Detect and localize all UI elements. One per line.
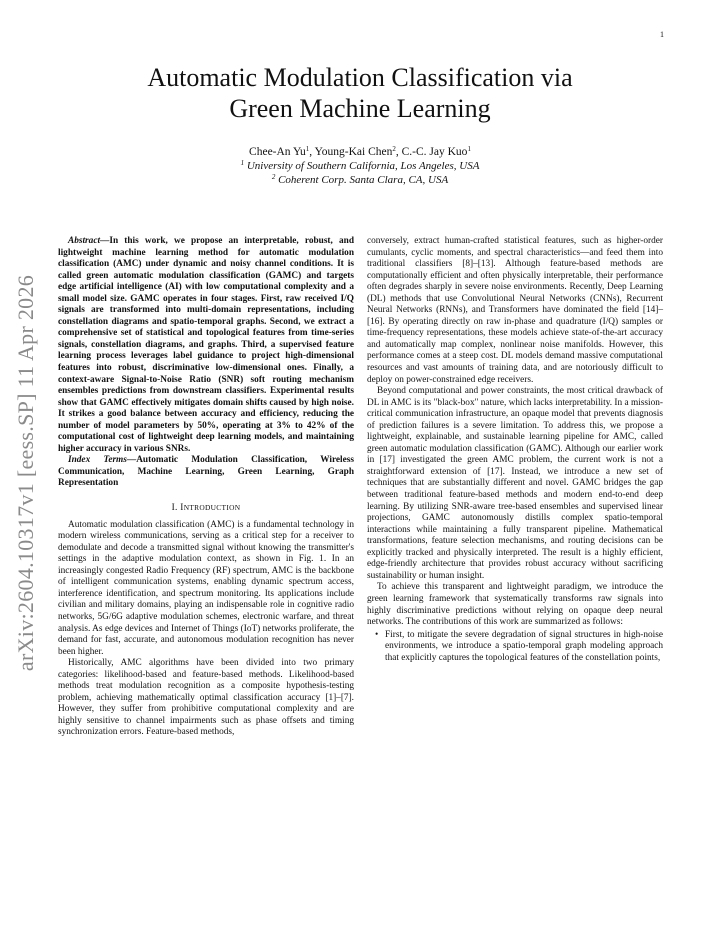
index-terms-text: —Automatic Modulation Classification, Wireless Communication, Machine Learning, Green Learning, Graph Representation [58, 455, 354, 489]
author-list: Chee-An Yu$^1$, Young-Kai Chen$^2$, C.-C. Jay Kuo$^1$ [249, 145, 471, 158]
page-number: 1 [660, 30, 664, 39]
section-number: I. [171, 503, 178, 514]
affiliation [90, 160, 630, 173]
affiliation-mark: 2 [271, 173, 276, 181]
author-name: C.-C. Jay Kuo [401, 146, 468, 158]
body-paragraph: conversely, extract human-crafted statistical features, such as higher-order cumulants, cyclic moments, and spectral characteristics—and feed them into traditional classifiers [8]–[13]. Although feature-based methods are computationally efficient and often physically interpretable, their performance often degrades sharply in severe noise environments. Recently, Deep Learning (DL) methods that use Convolutional Neural Networks (CNNs), Recurrent Neural Networks (RNNs), and Transformers have dominated the field [14]–[16]. By operating directly on raw in-phase and quadrature (I/Q) samples or time-frequency representations, these models achieve state-of-the-art accuracy and automatically map complex, nonlinear noise manifolds. However, this performance comes at a steep cost. DL models demand massive computational resources and vast amounts of training data, and are notoriously difficult to deploy on power-constrained edge receivers. [367, 236, 663, 385]
paper-title [90, 62, 630, 124]
index-terms-label: Index Terms [68, 455, 127, 466]
contribution-item: • First, to mitigate the severe degradation of signal structures in high-noise environments, we introduce a spatio-temporal graph modeling approach that explicitly captures the topological features of the constellation points, [385, 630, 663, 665]
body-paragraph: To achieve this transparent and lightweight paradigm, we introduce the green learning framework that systematically transforms raw signals into highly discriminative predictions without relying on opaque deep neural networks. The contributions of this work are summarized as follows: [367, 582, 663, 628]
title-line-1: Automatic Modulation Classification via [147, 63, 573, 92]
section-heading [58, 502, 354, 515]
index-terms [58, 455, 354, 490]
arxiv-stamp [12, 258, 40, 688]
left-column [58, 236, 354, 739]
affiliation [90, 174, 630, 187]
arxiv-stamp-text: arXiv:2604.10317v1 [eess.SP] 11 Apr 2026 [13, 274, 38, 672]
author-name: Chee-An Yu [249, 146, 306, 158]
author-affiliation-mark: 1 [305, 145, 310, 153]
abstract [58, 236, 354, 455]
section-title-first: I [180, 503, 184, 514]
abstract-label: Abstract [68, 236, 101, 246]
contribution-list [367, 630, 663, 665]
body-paragraph: Historically, AMC algorithms have been divided into two primary categories: likelihood-based and feature-based methods. Likelihood-based methods treat modulation recognition as a composite hypothesis-testing problem, achieving mathematically optimal classification accuracy [1]–[7]. However, they suffer from prohibitive computational complexity and are highly sensitive to channel impairments such as phase offsets and timing synchronization errors. Feature-based methods, [58, 658, 354, 738]
section-title-rest: NTRODUCTION [183, 503, 241, 513]
affiliation-text: Coherent Corp. Santa Clara, CA, USA [278, 174, 449, 186]
author-affiliation-mark: 1 [467, 145, 471, 153]
title-line-2: Green Machine Learning [229, 94, 491, 123]
body-paragraph: Beyond computational and power constraints, the most critical drawback of DL in AMC is its "black-box" nature, which lacks interpretability. In a mission-critical communication infrastructure, an opaque model that prevents diagnosis of prediction failures is a severe limitation. To address this, we propose a lightweight, explainable, and sustainable learning pipeline for AMC, called green automatic modulation classification (GAMC). Although our earlier work in [17] investigated the green AMC problem, the current work is not a straightforward extension of [17]. Instead, we introduce a new set of techniques that are substantially different and novel. GAMC bridges the gap between traditional feature-based methods and modern end-to-end deep learning. By utilizing SNR-aware tree-based ensembles and supervised linear projections, GAMC autonomously distills complex spatio-temporal interactions while maintaining a fully transparent pipeline. Mathematical transformations, feature selection mechanisms, and routing decisions can be explicitly tracked and physically interpreted. The result is a highly efficient, edge-friendly architecture that provides robust accuracy without sacrificing sustainability or human insight. [367, 386, 663, 581]
right-column [367, 236, 663, 664]
body-paragraph: Automatic modulation classification (AMC) is a fundamental technology in modern wireless communications, serving as a critical step for a receiver to demodulate and decode a transmitted signal without knowing the transmitter's settings in the adaptive modulation context, as shown in Fig. 1. In an increasingly congested Radio Frequency (RF) spectrum, AMC is the backbone of intelligent communication systems, enabling dynamic spectrum access, interference identification, and spectrum monitoring. Its applications include civilian and military domains, playing an indispensable role in cognitive radio networks, 5G/6G adaptive modulation schemes, electronic warfare, and threat analysis. As edge devices and Internet of Things (IoT) networks proliferate, the demand for fast, accurate, and autonomous modulation recognition has never been higher. [58, 519, 354, 657]
abstract-text: —In this work, we propose an interpretable, robust, and lightweight machine learning method for automatic modulation classification (AMC) under dynamic and noisy channel conditions. It is called green automatic modulation classification (GAMC) and targets edge artificial intelligence (AI) with low computational complexity and a small model size. GAMC operates in four stages. First, raw received I/Q signals are transformed into multi-domain representations, including constellation diagrams and spatio-temporal graphs. Second, we extract a comprehensive set of statistical and topological features from time-series signals, constellation diagrams, and graphs. Third, a supervised feature learning process leverages label guidance to project high-dimensional features into robust, discriminative low-dimensional ones. Finally, a context-aware Signal-to-Noise Ratio (SNR) soft routing mechanism ensembles predictions from downstream classifiers. Experimental results show that GAMC effectively mitigates domain shifts caused by high noise. It strikes a good balance between accuracy and efficiency, reducing the number of model parameters by 50%, operating at 3% to 42% of the computational cost of lightweight deep learning models, and maintaining higher accuracy in various SNRs. [58, 236, 354, 454]
affiliation-mark: 1 [240, 159, 245, 167]
author-name: Young-Kai Chen [314, 146, 393, 158]
author-affiliation-mark: 2 [392, 145, 396, 153]
affiliation-text: University of Southern California, Los Angeles, USA [246, 160, 480, 172]
